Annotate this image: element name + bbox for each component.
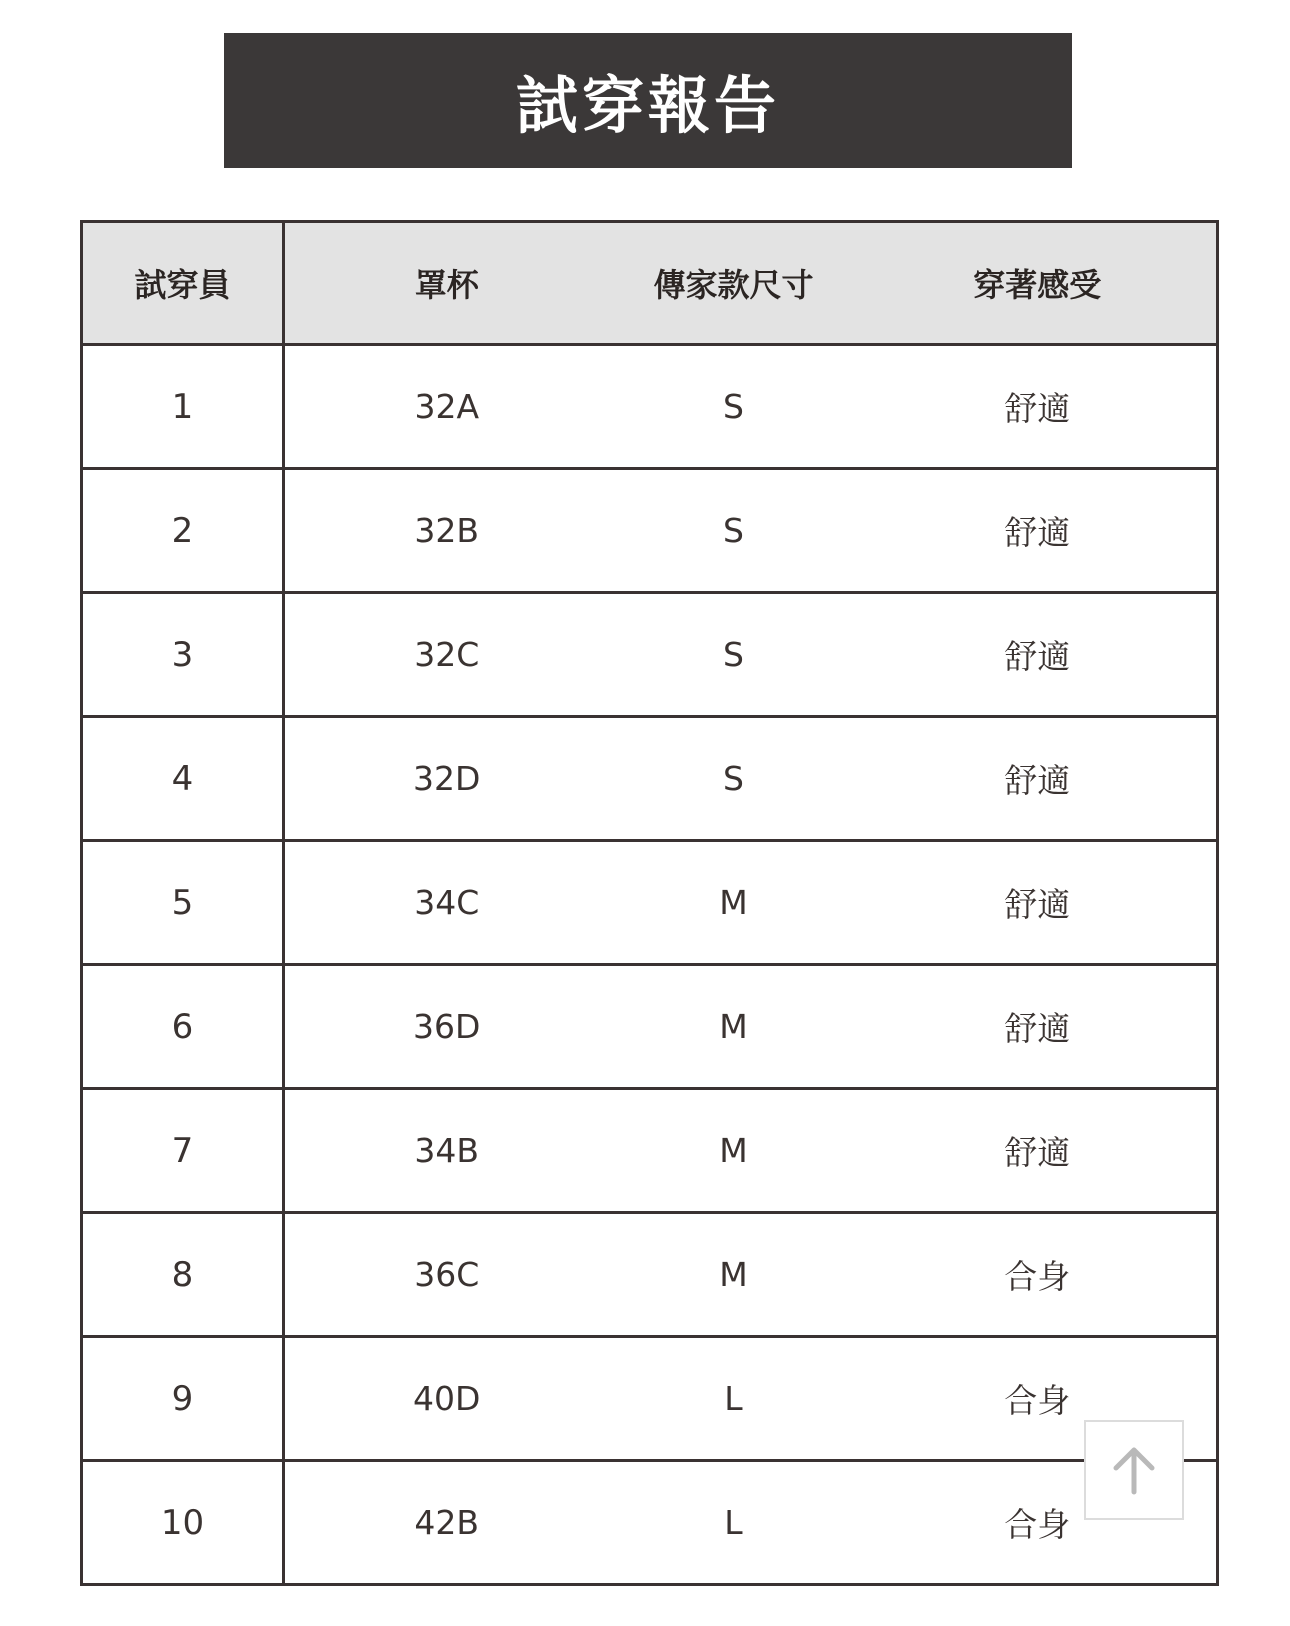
- tester-cell: 4: [82, 717, 284, 841]
- cup-cell: 34B: [284, 1089, 609, 1213]
- table-row: [82, 717, 1218, 841]
- cup-cell: 32B: [284, 469, 609, 593]
- scroll-to-top-button[interactable]: [1084, 1420, 1184, 1520]
- fitting-report-table: [80, 220, 1219, 1586]
- cup-cell: 32C: [284, 593, 609, 717]
- tester-cell: 8: [82, 1213, 284, 1337]
- table-row: [82, 1089, 1218, 1213]
- size-cell: S: [609, 345, 859, 469]
- table-row: [82, 345, 1218, 469]
- table-row: [82, 469, 1218, 593]
- feeling-cell: 舒適: [859, 469, 1218, 593]
- size-cell: L: [609, 1461, 859, 1585]
- feeling-cell: 舒適: [859, 717, 1218, 841]
- tester-cell: 3: [82, 593, 284, 717]
- tester-cell: 7: [82, 1089, 284, 1213]
- cup-cell: 40D: [284, 1337, 609, 1461]
- feeling-cell: 舒適: [859, 593, 1218, 717]
- size-cell: L: [609, 1337, 859, 1461]
- tester-cell: 10: [82, 1461, 284, 1585]
- header-cup: 罩杯: [284, 222, 609, 345]
- size-cell: M: [609, 1089, 859, 1213]
- size-cell: M: [609, 1213, 859, 1337]
- cup-cell: 36D: [284, 965, 609, 1089]
- table-header-row: [82, 222, 1218, 345]
- page-title: 試穿報告: [515, 69, 780, 142]
- table-row: [82, 965, 1218, 1089]
- size-cell: S: [609, 469, 859, 593]
- tester-cell: 6: [82, 965, 284, 1089]
- feeling-cell: 舒適: [859, 1089, 1218, 1213]
- feeling-cell: 合身: [859, 1213, 1218, 1337]
- table-row: [82, 1337, 1218, 1461]
- header-tester: 試穿員: [82, 222, 284, 345]
- table-row: [82, 1213, 1218, 1337]
- cup-cell: 36C: [284, 1213, 609, 1337]
- table-row: [82, 1461, 1218, 1585]
- cup-cell: 42B: [284, 1461, 609, 1585]
- header-feeling: 穿著感受: [859, 222, 1218, 345]
- feeling-cell: 舒適: [859, 841, 1218, 965]
- feeling-cell: 合身: [859, 1461, 1218, 1585]
- size-cell: M: [609, 841, 859, 965]
- header-size: 傳家款尺寸: [609, 222, 859, 345]
- feeling-cell: 舒適: [859, 965, 1218, 1089]
- arrow-up-icon: [1106, 1442, 1162, 1498]
- size-cell: M: [609, 965, 859, 1089]
- table-row: [82, 593, 1218, 717]
- cup-cell: 32A: [284, 345, 609, 469]
- tester-cell: 2: [82, 469, 284, 593]
- tester-cell: 1: [82, 345, 284, 469]
- size-cell: S: [609, 593, 859, 717]
- feeling-cell: 舒適: [859, 345, 1218, 469]
- table-row: [82, 841, 1218, 965]
- size-cell: S: [609, 717, 859, 841]
- tester-cell: 5: [82, 841, 284, 965]
- title-banner: [224, 33, 1072, 168]
- tester-cell: 9: [82, 1337, 284, 1461]
- feeling-cell: 合身: [859, 1337, 1218, 1461]
- cup-cell: 34C: [284, 841, 609, 965]
- cup-cell: 32D: [284, 717, 609, 841]
